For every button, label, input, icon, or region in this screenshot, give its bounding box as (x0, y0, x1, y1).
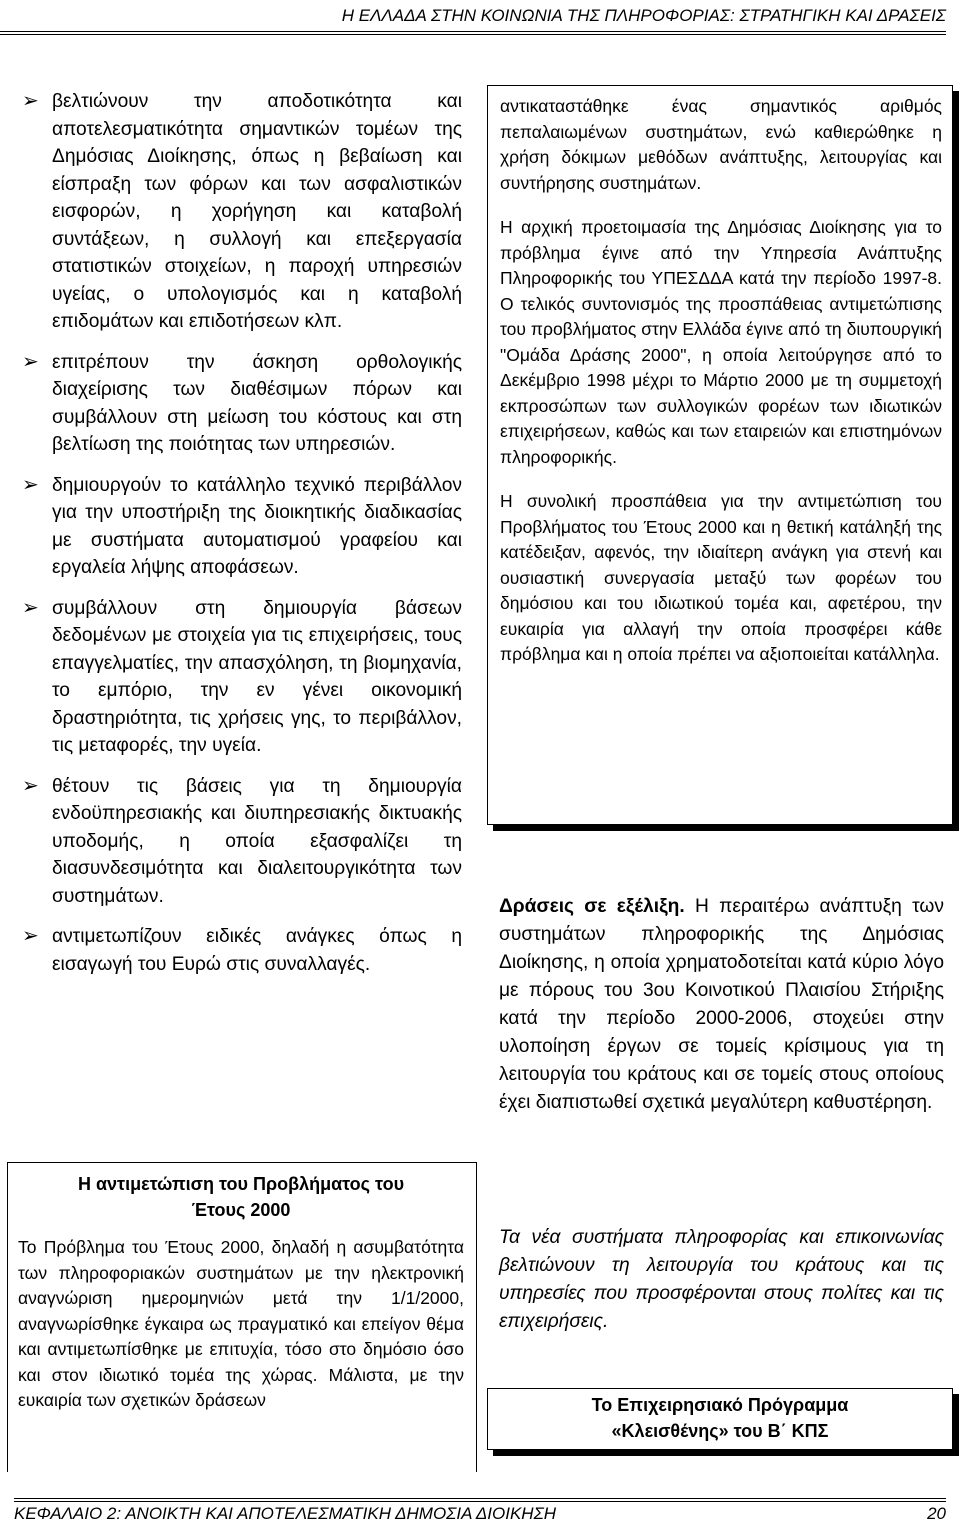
y2k-paragraph: αντικαταστάθηκε ένας σημαντικός αριθμός πεπαλαιωμένων συστημάτων, ενώ καθιερώθηκε η χρήση δόκιμων μεθόδων ανάπτυξης, λειτουργίας και συντήρησης συστημάτων. (500, 96, 942, 193)
bullet-text: βελτιώνουν την αποδοτικότητα και αποτελεσματικότητα σημαντικών τομέων της Δημόσιας Διοίκησης, όπως η βεβαίωση και είσπραξη των φόρων και των ασφαλιστικών εισφορών, η χορήγηση και καταβολή συντάξεων, η συλλογή και επεξεργασία στατιστικών στοιχείων, η παροχή υπηρεσιών υγείας, ο υπολογισμός και η καταβολή επιδομάτων και επιδοτήσεων κλπ. (52, 91, 462, 332)
page-number: 20 (927, 1504, 946, 1523)
y2k-title-line2: Έτους 2000 (191, 1200, 291, 1220)
list-item (20, 472, 462, 582)
running-header (0, 6, 946, 32)
list-item (20, 773, 462, 911)
header-rule (0, 34, 946, 35)
y2k-box-title (18, 1171, 464, 1223)
program-box-title (488, 1392, 952, 1444)
bullet-text: επιτρέπουν την άσκηση ορθολογικής διαχείρισης των διαθέσιμων πόρων και συμβάλλουν στη μείωση του κόστους και στη βελτίωση της ποιότητας των υπηρεσιών. (52, 351, 462, 455)
y2k-paragraph: Η αρχική προετοιμασία της Δημόσιας Διοίκησης για το πρόβλημα έγινε από την Υπηρεσία Ανάπτυξης Πληροφορικής του ΥΠΕΣΔΔΑ κατά την περίοδο 1997-8. Ο τελικός συντονισμός της προσπάθειας αντιμετώπισης του προβλήματος στην Ελλάδα έγινε από τη διυπουργική "Ομάδα Δράσης 2000", η οποία λειτούργησε από το Δεκέμβριο 1998 μέχρι το Μάρτιο 2000 με τη συμμετοχή εκπροσώπων των συλλογικών φορέων των ιδιωτικών επιχειρήσεων, καθώς και των εταιρειών και επιστημόνων πληροφορικής. (500, 217, 942, 467)
footer-chapter: ΚΕΦΑΛΑΙΟ 2: ΑΝΟΙΚΤΗ ΚΑΙ ΑΠΟΤΕΛΕΣΜΑΤΙΚΗ ΔΗΜΟΣΙΑ ΔΙΟΙΚΗΣΗ (14, 1504, 557, 1523)
program-box (487, 1388, 953, 1450)
bullet-text: θέτουν τις βάσεις για τη δημιουργία ενδοϋπηρεσιακής και διυπηρεσιακής δικτυακής υποδομής, η οποία εξασφαλίζει τη διασυνδεσιμότητα και διαλειτουργικότητα των συστημάτων. (52, 775, 462, 907)
arrow-bullet-icon: ➢ (22, 925, 39, 947)
page-footer (14, 1498, 946, 1524)
arrow-bullet-icon: ➢ (22, 596, 39, 619)
running-title: Η ΕΛΛΑΔΑ ΣΤΗΝ ΚΟΙΝΩΝΙΑ ΤΗΣ ΠΛΗΡΟΦΟΡΙΑΣ: ΣΤΡΑΤΗΓΙΚΗ ΚΑΙ ΔΡΑΣΕΙΣ (341, 6, 946, 25)
actions-paragraph (499, 893, 944, 1117)
bullet-list (20, 88, 462, 991)
list-item (20, 595, 462, 760)
y2k-title-line1: Η αντιμετώπιση του Προβλήματος του (77, 1174, 405, 1194)
list-item (20, 349, 462, 459)
arrow-bullet-icon: ➢ (22, 473, 39, 496)
list-item (20, 88, 462, 336)
y2k-box (7, 1162, 477, 1472)
bullet-text: αντιμετωπίζουν ειδικές ανάγκες όπως η εισαγωγή του Ευρώ στις συναλλαγές. (52, 926, 462, 975)
y2k-paragraph: Η συνολική προσπάθεια για την αντιμετώπιση του Προβλήματος του Έτους 2000 και η θετική κατάληξή της κατέδειξαν, αφενός, την ιδιαίτερη ανάγκη για στενή και ουσιαστική συνεργασία μεταξύ των φορέων του δημόσιου και του ιδιωτικού τομέα και, αφετέρου, την ευκαιρία για αλλαγή την οποία προσφέρει κάθε πρόβλημα και η οποία πρέπει να αξιοποιείται κατάλληλα. (500, 491, 942, 664)
program-title-line2: «Κλεισθένης» του Β΄ ΚΠΣ (611, 1421, 829, 1441)
actions-lead: Δράσεις σε εξέλιξη. (499, 896, 685, 917)
program-title-line1: Το Επιχειρησιακό Πρόγραμμα (591, 1395, 849, 1415)
list-item (20, 923, 462, 978)
arrow-bullet-icon: ➢ (22, 90, 39, 112)
y2k-box-body: Το Πρόβλημα του Έτους 2000, δηλαδή η ασυμβατότητα των πληροφοριακών συστημάτων με την ηλεκτρονική αναγνώριση ημερομηνιών μετά την 1/1/2000, αναγνωρίσθηκε έγκαιρα ως πραγματικό και επείγον θέμα και αντιμετωπίσθηκε με επιτυχία, τόσο στο δημόσιο όσο και στον ιδιωτικό τομέα της χώρας. Μάλιστα, με την ευκαιρία των σχετικών δράσεων (18, 1237, 464, 1410)
bullet-text: δημιουργούν το κατάλληλο τεχνικό περιβάλλον για την υποστήριξη της διοικητικής διαδικασίας με συστήματα αυτοματισμού γραφείου και εργαλεία λήψης αποφάσεων. (52, 474, 462, 578)
pull-quote: Τα νέα συστήματα πληροφορίας και επικοινωνίας βελτιώνουν τη λειτουργία του κράτους και τις υπηρεσίες που προσφέρονται στους πολίτες και τις επιχειρήσεις. (499, 1227, 944, 1332)
y2k-box-continued (487, 85, 953, 825)
arrow-bullet-icon: ➢ (22, 350, 39, 373)
bullet-text: συμβάλλουν στη δημιουργία βάσεων δεδομένων με στοιχεία για τις επιχειρήσεις, τους επαγγελματίες, την απασχόληση, τη βιομηχανία, το εμπόριο, την εν γένει οικονομική δραστηριότητα, τις χρήσεις γης, το περιβάλλον, τις μεταφορές, την υγεία. (52, 597, 462, 756)
arrow-bullet-icon: ➢ (22, 774, 39, 797)
actions-text: Η περαιτέρω ανάπτυξη των συστημάτων πληροφορικής της Δημόσιας Διοίκησης, η οποία χρηματοδοτείται κατά κύριο λόγο με πόρους του 3ου Κοινοτικού Πλαισίου Στήριξης κατά την περίοδο 2000-2006, στοχεύει στην υλοποίηση έργων σε τομείς κρίσιμους για τη λειτουργία του κράτους και σε τομείς στους οποίους έχει διαπιστωθεί σχετικά μεγαλύτερη καθυστέρηση. (499, 896, 944, 1113)
